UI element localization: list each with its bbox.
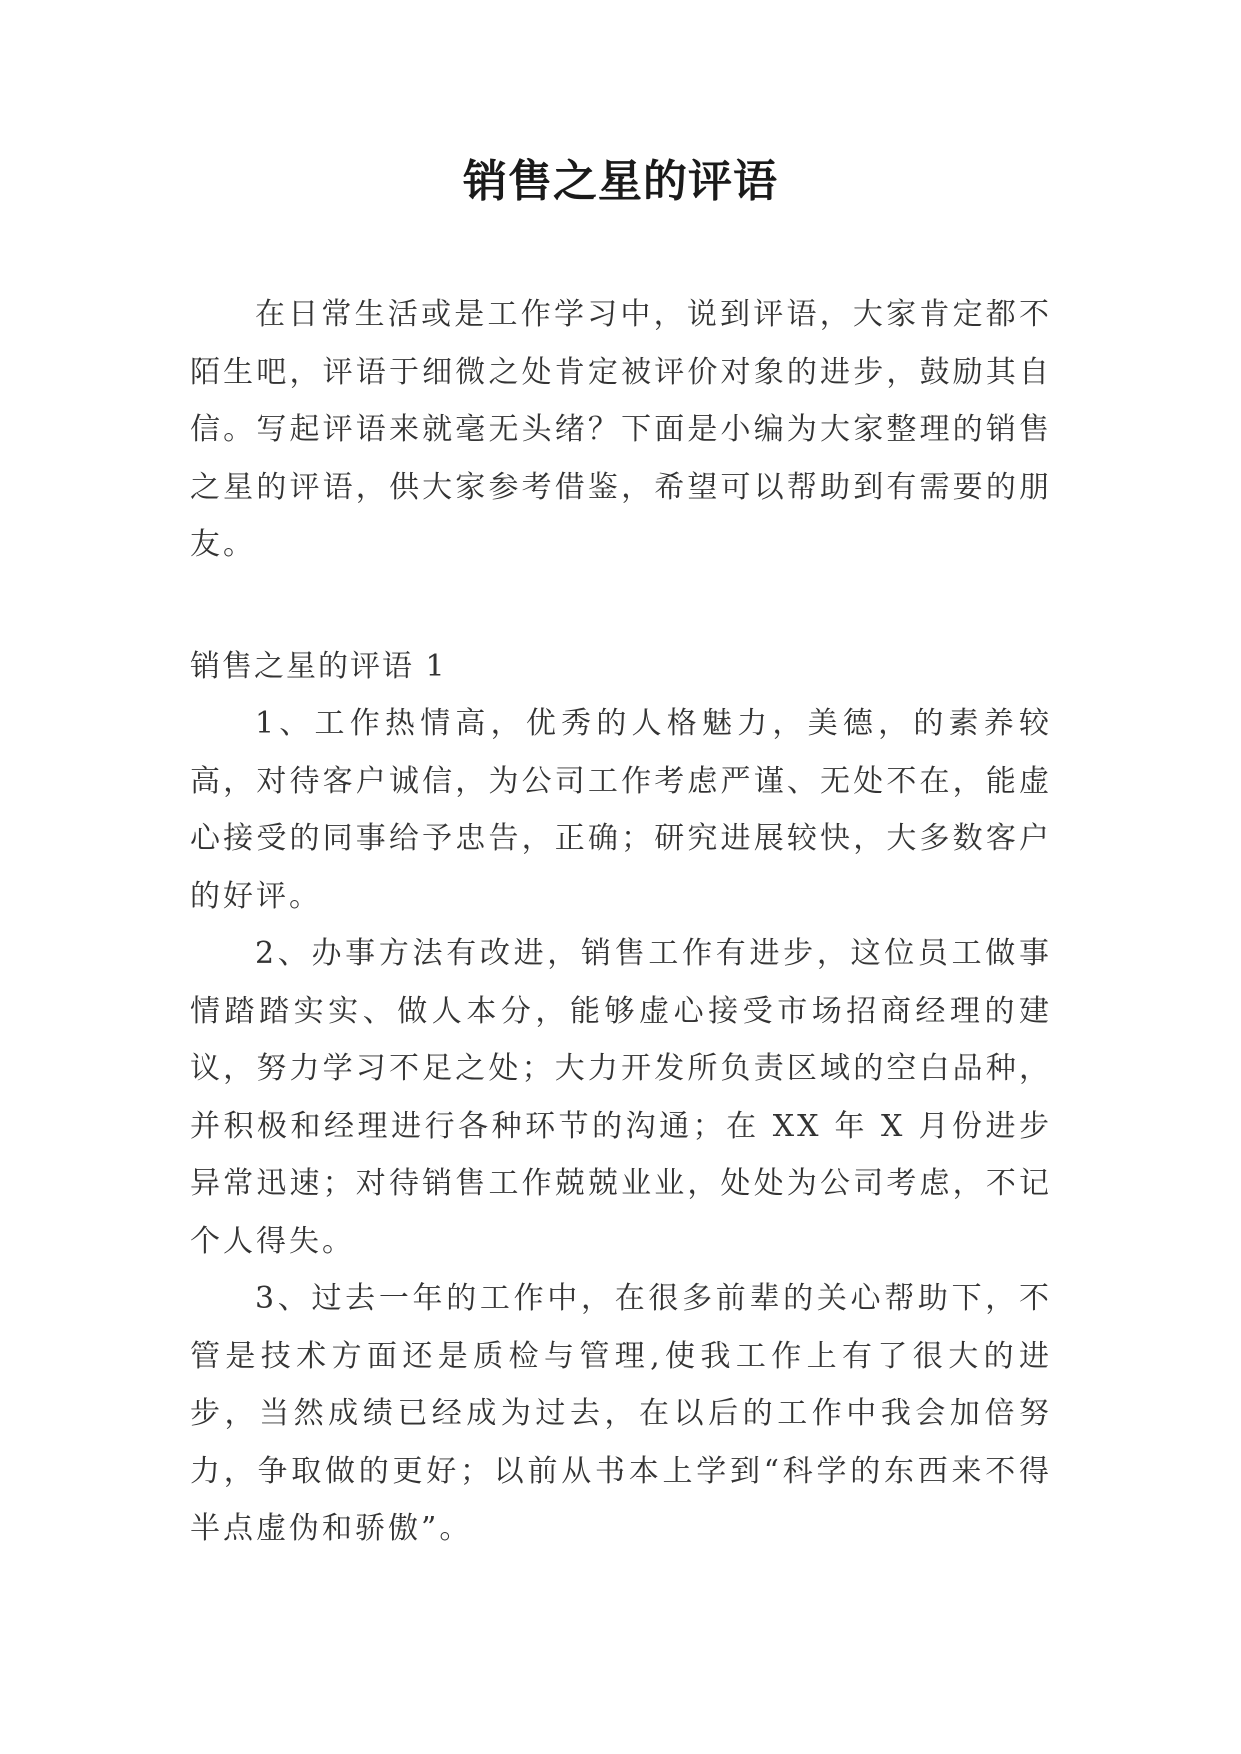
section-heading: 销售之星的评语 1	[190, 649, 447, 684]
document-title: 销售之星的评语	[463, 156, 778, 207]
intro-paragraph: 在日常生活或是工作学习中，说到评语，大家肯定都不陌生吧，评语于细微之处肯定被评价对象的进步，鼓励其自信。写起评语来就毫无头绪？下面是小编为大家整理的销售之星的评语，供大家参考借鉴，希望可以帮助到有需要的朋友。	[190, 297, 1052, 562]
list-item: 3、过去一年的工作中，在很多前辈的关心帮助下，不管是技术方面还是质检与管理,使我工作上有了很大的进步，当然成绩已经成为过去，在以后的工作中我会加倍努力，争取做的更好；以前从书本上学到“科学的东西来不得半点虚伪和骄傲”。	[190, 1281, 1052, 1546]
list-item: 2、办事方法有改进，销售工作有进步，这位员工做事情踏踏实实、做人本分，能够虚心接受市场招商经理的建议，努力学习不足之处；大力开发所负责区域的空白品种，并积极和经理进行各种环节的沟通；在 XX 年 X 月份进步异常迅速；对待销售工作兢兢业业，处处为公司考虑，不记个人得失。	[190, 936, 1052, 1259]
list-item: 1、工作热情高，优秀的人格魅力，美德，的素养较高，对待客户诚信，为公司工作考虑严谨、无处不在，能虚心接受的同事给予忠告，正确；研究进展较快，大多数客户的好评。	[190, 706, 1052, 914]
